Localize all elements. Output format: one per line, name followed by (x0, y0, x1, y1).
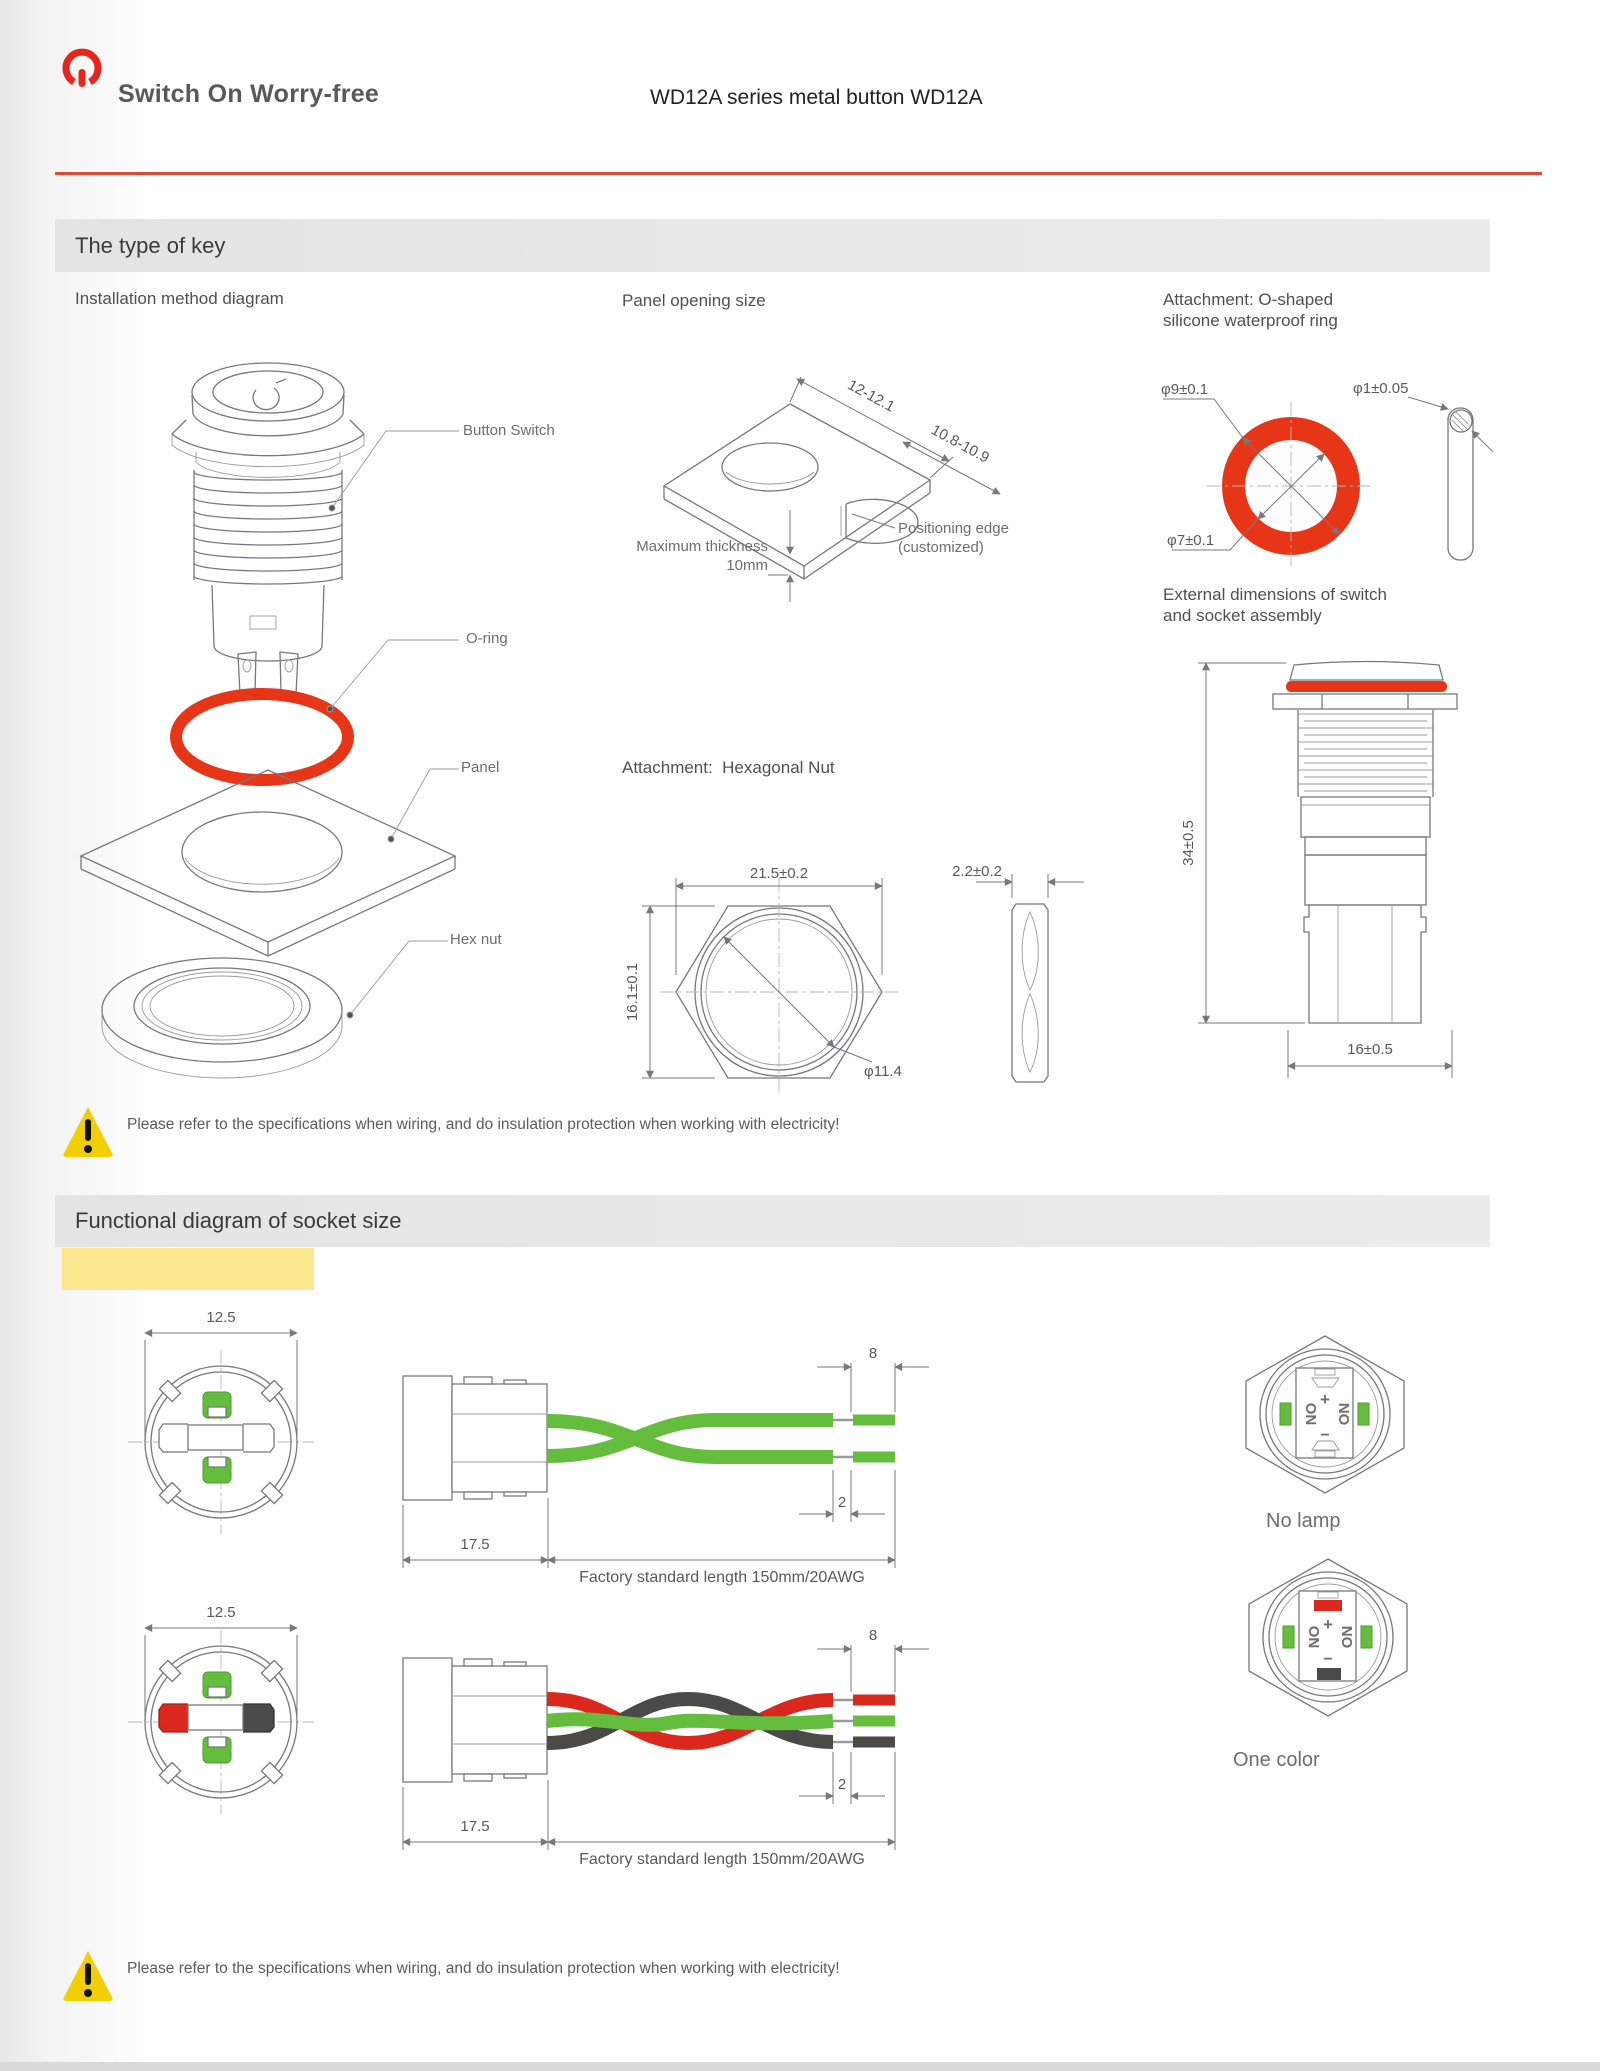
multicolor-wires (547, 1699, 895, 1743)
left-tab (159, 1424, 188, 1452)
extdim-title-line1: External dimensions of switch (1163, 585, 1387, 604)
label-button-switch: Button Switch (463, 422, 555, 439)
socket-top-view-2 (110, 1590, 340, 1840)
connector-2 (403, 1658, 547, 1782)
hexnut-dimensions (642, 878, 882, 1078)
hexnut-front-view (660, 878, 898, 1096)
installation-title: Installation method diagram (75, 289, 284, 308)
positioning-line1: Positioning edge (898, 520, 1009, 537)
switch-side-view (1273, 662, 1457, 1024)
minus-mark-1: − (1320, 1427, 1330, 1444)
socket-top-view-1 (110, 1295, 340, 1545)
dim-hexnut-across: 21.5±0.2 (749, 865, 809, 882)
green-terminal-right-2 (1361, 1626, 1372, 1648)
page-title: WD12A series metal button WD12A (650, 86, 983, 109)
panel-drawing (81, 770, 455, 956)
dim-socket-width-2: 12.5 (206, 1604, 236, 1621)
length-note-1: Factory standard length 150mm/20AWG (579, 1569, 865, 1586)
dim-assembly-height: 34±0.5 (1180, 820, 1197, 866)
hexnut-side-view (976, 874, 1084, 1082)
hex-nut-drawing (102, 958, 342, 1078)
warning-text-2: Please refer to the specifications when wiring, and do insulation protection when working with electricity! (127, 1960, 840, 1977)
dim-socket-width-1: 12.5 (206, 1309, 236, 1326)
dim-hexnut-bore: φ11.4 (864, 1063, 902, 1080)
green-terminal-right (1358, 1403, 1369, 1425)
dim-hexnut-thickness: 2.2±0.2 (952, 863, 1002, 880)
label-max-thickness (596, 537, 768, 575)
red-seal-band (1286, 681, 1447, 692)
max-thickness-line2: 10mm (726, 557, 768, 574)
rear-view-one-color (1225, 1548, 1425, 1728)
installation-diagram (55, 330, 465, 1090)
length-note-2: Factory standard length 150mm/20AWG (579, 1851, 865, 1868)
no-mark-2: NO (1306, 1625, 1323, 1649)
dim-connector-1: 17.5 (460, 1536, 490, 1553)
green-terminal-left (1280, 1403, 1291, 1425)
o-ring-drawing (176, 694, 348, 780)
dim-gap-2: 2 (837, 1776, 847, 1793)
harness-diagram-2 (395, 1617, 935, 1872)
section-title-2: Functional diagram of socket size (75, 1208, 402, 1233)
label-one-color: One color (1233, 1749, 1320, 1771)
positioning-line2: (customized) (898, 539, 984, 556)
section-title: The type of key (75, 232, 226, 258)
max-thickness-line1: Maximum thickness (636, 538, 768, 555)
label-o-ring: O-ring (466, 630, 508, 647)
label-positioning-edge (898, 519, 1009, 557)
minus-mark-2: − (1323, 1651, 1333, 1668)
header-rule (55, 172, 1542, 175)
hexnut-attachment-title: Attachment: Hexagonal Nut (622, 758, 835, 777)
dim-opening-width: 12-12.1 (844, 376, 898, 416)
section-header-socket-size (55, 1195, 1490, 1247)
dim-gap-1: 2 (837, 1494, 847, 1511)
oring-attachment-title (1163, 289, 1338, 331)
power-logo-icon (55, 66, 109, 120)
external-dims-diagram (1150, 650, 1500, 1090)
plus-mark-2: + (1323, 1615, 1333, 1634)
no-mark-1: NO (1303, 1402, 1320, 1426)
dim-tip-1: 8 (868, 1345, 878, 1362)
on-mark-2: ON (1339, 1625, 1356, 1649)
extdim-title-line2: and socket assembly (1163, 606, 1322, 625)
oring-title-line1: Attachment: O-shaped (1163, 290, 1334, 309)
oring-attachment-diagram (1140, 360, 1500, 580)
oring-side-view (1408, 397, 1493, 560)
label-panel: Panel (461, 759, 500, 776)
brand-name: Switch On Worry-free (118, 80, 380, 108)
dim-opening-depth: 10.8-10.9 (928, 421, 993, 467)
dim-assembly-width: 16±0.5 (1347, 1041, 1393, 1058)
dim-connector-2: 17.5 (460, 1818, 490, 1835)
green-wires (547, 1420, 895, 1457)
external-dims-title (1163, 584, 1387, 626)
oring-title-line2: silicone waterproof ring (1163, 311, 1338, 330)
hexnut-diagram (600, 850, 1100, 1100)
label-no-lamp: No lamp (1266, 1510, 1341, 1532)
warning-icon (62, 1104, 114, 1160)
panel-opening-title: Panel opening size (622, 291, 766, 310)
black-led-terminal (1317, 1668, 1341, 1680)
black-terminal-right (243, 1704, 274, 1732)
label-hex-nut: Hex nut (450, 931, 502, 948)
assembly-dimensions (1198, 663, 1452, 1078)
connector-1 (403, 1376, 547, 1500)
plus-mark-1: + (1320, 1390, 1330, 1409)
green-terminal-left-2 (1283, 1626, 1294, 1648)
section-header-type-of-key (55, 219, 1490, 272)
warning-icon-2 (62, 1948, 114, 2004)
yellow-highlight (62, 1248, 314, 1290)
dim-tip-2: 8 (868, 1627, 878, 1644)
harness-diagram-1 (395, 1335, 935, 1590)
dim-hexnut-height: 16.1±0.1 (624, 962, 641, 1022)
dim-oring-section: φ1±0.05 (1353, 380, 1409, 397)
center-block (188, 1425, 243, 1450)
dim-oring-outer: φ9±0.1 (1161, 381, 1209, 398)
red-led-terminal (1314, 1600, 1342, 1611)
center-block-2 (188, 1705, 243, 1730)
right-tab (243, 1424, 274, 1452)
button-switch-drawing (172, 363, 364, 694)
page-bottom-strip (0, 2062, 1600, 2071)
dim-oring-inner: φ7±0.1 (1167, 532, 1215, 549)
on-mark-1: ON (1336, 1402, 1353, 1426)
warning-text-1: Please refer to the specifications when wiring, and do insulation protection when working with electricity! (127, 1116, 840, 1133)
red-terminal-left (159, 1704, 188, 1732)
rear-view-no-lamp (1225, 1325, 1425, 1505)
